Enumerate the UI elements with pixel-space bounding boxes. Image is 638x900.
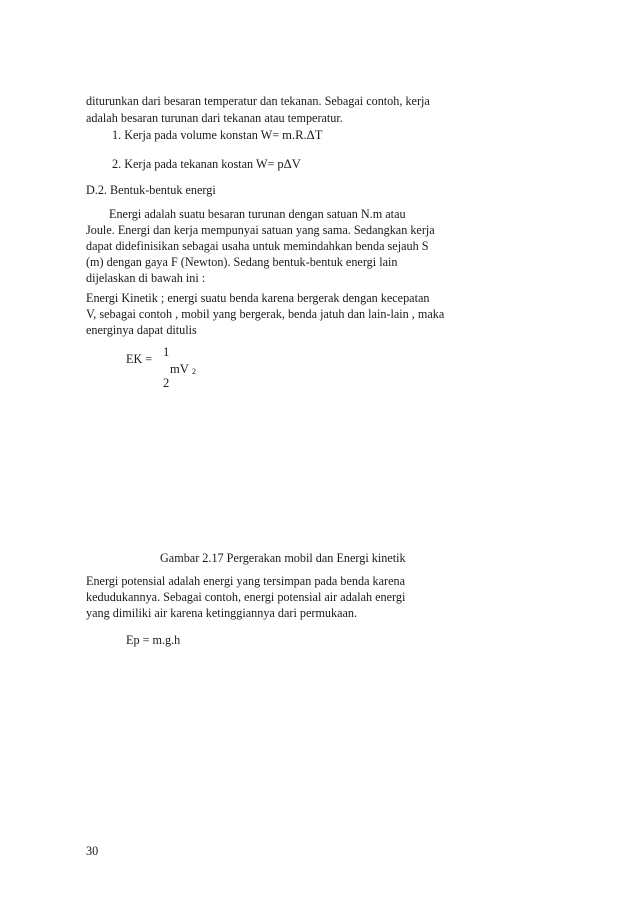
- list-item-2-formula: pΔV: [277, 157, 301, 171]
- ek-denominator: 2: [163, 376, 170, 390]
- list-item-2-text: 2. Kerja pada tekanan kostan W=: [112, 157, 275, 171]
- list-item-1-text: 1. Kerja pada volume konstan W=: [112, 128, 280, 142]
- para2-line-2: V, sebagai contoh , mobil yang bergerak, benda jatuh dan lain-lain , maka: [86, 307, 445, 321]
- para1-line-5: dijelaskan di bawah ini :: [86, 271, 206, 285]
- page-number: 30: [86, 844, 99, 858]
- ep-formula: Ep = m.g.h: [126, 633, 181, 647]
- intro-line-2: adalah besaran turunan dari tekanan atau temperatur.: [86, 111, 343, 125]
- figure-caption: Gambar 2.17 Pergerakan mobil dan Energi kinetik: [160, 551, 406, 565]
- list-item-1-formula: m.R.ΔT: [282, 128, 323, 142]
- potential-line-1: Energi potensial adalah energi yang tersimpan pada benda karena: [86, 574, 406, 588]
- para2-line-1: Energi Kinetik ; energi suatu benda karena bergerak dengan kecepatan: [86, 291, 430, 305]
- para2-line-3: energinya dapat ditulis: [86, 323, 197, 337]
- section-heading: D.2. Bentuk-bentuk energi: [86, 183, 216, 197]
- list-item-1: [112, 127, 322, 143]
- list-item-2: [112, 156, 301, 172]
- para1-line-1: Energi adalah suatu besaran turunan dengan satuan N.m atau: [109, 207, 406, 221]
- potential-line-2: kedudukannya. Sebagai contoh, energi potensial air adalah energi: [86, 590, 406, 604]
- para1-line-4: (m) dengan gaya F (Newton). Sedang bentuk-bentuk energi lain: [86, 255, 398, 269]
- ek-exponent: 2: [192, 367, 196, 376]
- intro-line-1: diturunkan dari besaran temperatur dan tekanan. Sebagai contoh, kerja: [86, 94, 430, 108]
- potential-line-3: yang dimiliki air karena ketinggiannya dari permukaan.: [86, 606, 358, 620]
- para1-line-3: dapat didefinisikan sebagai usaha untuk memindahkan benda sejauh S: [86, 239, 429, 253]
- para1-line-2: Joule. Energi dan kerja mempunyai satuan yang sama. Sedangkan kerja: [86, 223, 435, 237]
- ek-numerator: 1: [163, 345, 170, 359]
- ek-term: mV: [170, 362, 189, 376]
- ek-lhs: EK =: [126, 352, 153, 366]
